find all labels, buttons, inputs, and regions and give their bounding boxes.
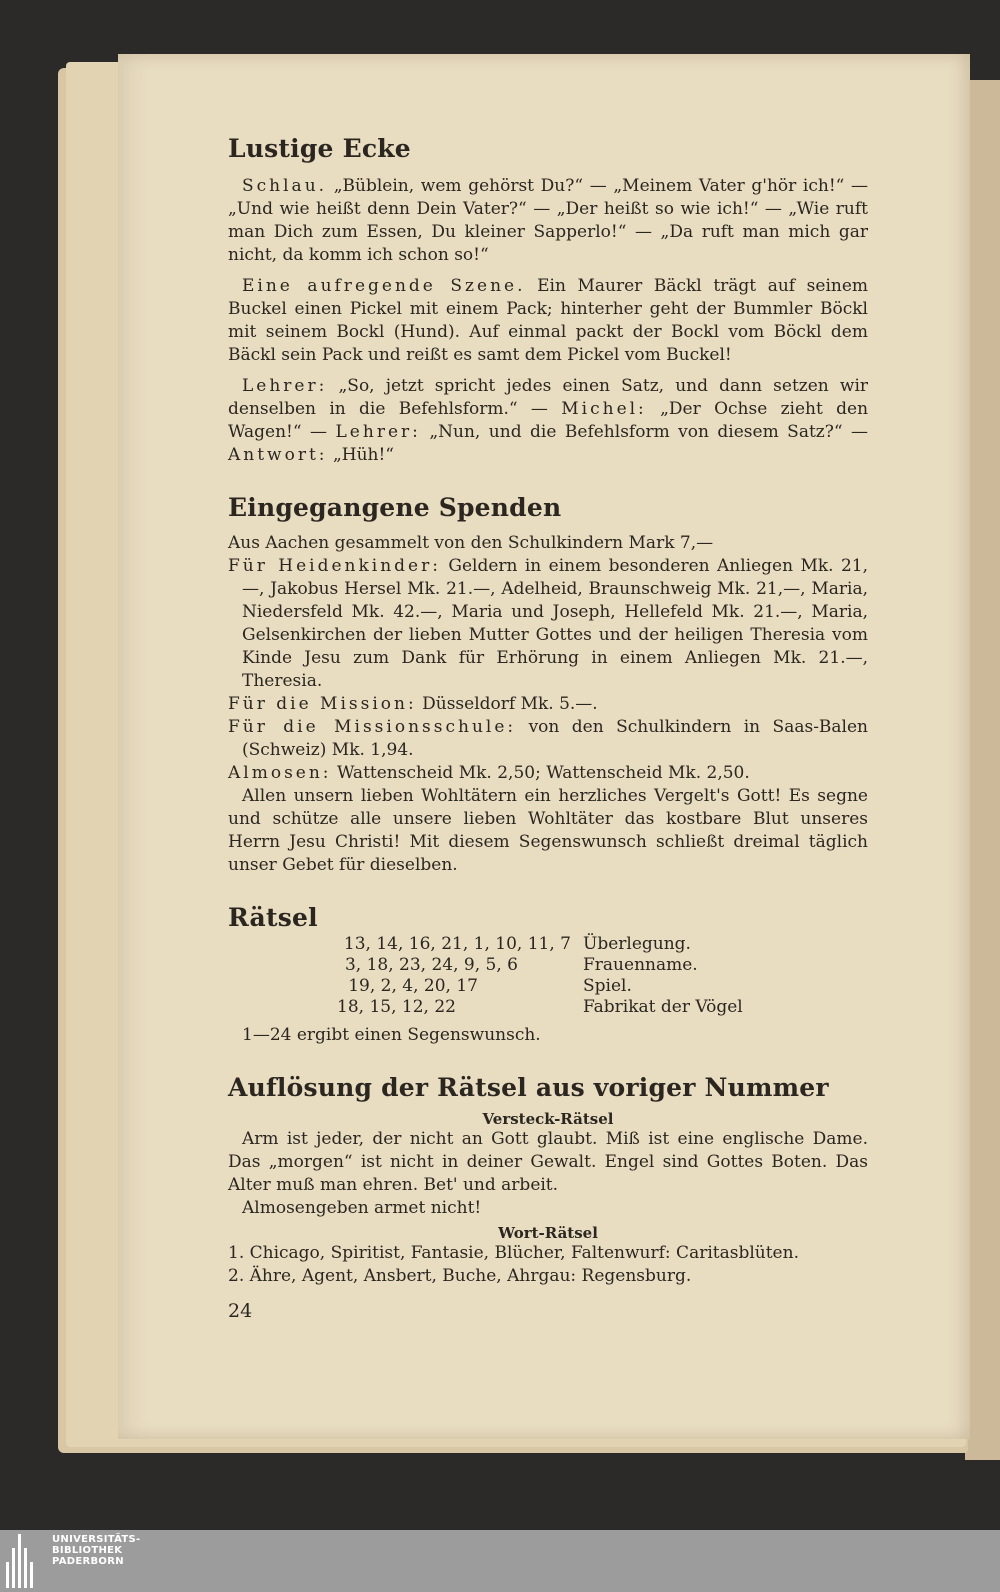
joke-label: Schlau. xyxy=(242,176,328,196)
donation-text: von den Schulkindern in Saas-Balen (Schweiz) Mk. 1,94. xyxy=(242,717,869,760)
riddle-clue: Spiel. xyxy=(583,976,632,996)
joke-szene xyxy=(228,275,868,367)
joke-text: „So, jetzt spricht jedes einen Satz, und dann setzen wir denselben in die Befehlsform.“ — xyxy=(228,376,869,419)
word-solution-1: 1. Chicago, Spiritist, Fantasie, Blücher, Faltenwurf: Caritasblüten. xyxy=(228,1243,799,1263)
donation-text: Düsseldorf Mk. 5.—. xyxy=(422,694,598,714)
subheading-versteck: Versteck-Rätsel xyxy=(482,1110,614,1128)
word-solution-2: 2. Ähre, Agent, Ansbert, Buche, Ahrgau: Regensburg. xyxy=(228,1266,692,1286)
joke-text: „Der Ochse zieht den Wagen!“ — xyxy=(228,399,869,442)
donation-missionsschule xyxy=(228,716,868,762)
donation-almosen xyxy=(228,762,868,785)
riddle-numbers: 18, 15, 12, 22 xyxy=(337,997,456,1017)
heading-lustige-ecke: Lustige Ecke xyxy=(228,134,411,163)
page-number: 24 xyxy=(228,1300,253,1322)
solution-text: Arm ist jeder, der nicht an Gott glaubt. Miß ist eine englische Dame. Das „morgen“ ist nicht in deiner Gewalt. Engel sind Gottes Boten. Das Alter muß man ehren. Bet' und arbeit. xyxy=(228,1129,868,1195)
heading-raetsel: Rätsel xyxy=(228,903,318,932)
library-name-line: PADERBORN xyxy=(52,1556,124,1567)
library-name-line: BIBLIOTHEK xyxy=(52,1545,123,1556)
riddle-footer: 1—24 ergibt einen Segenswunsch. xyxy=(242,1025,541,1045)
joke-label: Eine aufregende Szene. xyxy=(242,276,526,296)
riddle-clue: Frauenname. xyxy=(583,955,698,975)
donation-heidenkinder xyxy=(228,555,868,693)
donation-line: Aus Aachen gesammelt von den Schulkindern Mark 7,— xyxy=(228,533,714,553)
heading-spenden: Eingegangene Spenden xyxy=(228,493,562,522)
joke-schlau xyxy=(228,175,868,267)
solution-answer: Almosengeben armet nicht! xyxy=(242,1198,482,1218)
joke-text: „Büblein, wem gehörst Du?“ — „Meinem Vater g'hör ich!“ — „Und wie heißt denn Dein Vater?“ — „Der heißt so wie ich!“ — „Wie ruft man Dich zum Essen, Du kleiner Sapperlo!“ — „Da ruft man mich gar nicht, da komm ich schon so!“ xyxy=(228,176,869,265)
riddle-table xyxy=(228,932,868,1024)
joke-text: „Hüh!“ xyxy=(332,445,394,465)
joke-text: Ein Maurer Bäckl trägt auf seinem Buckel einen Pickel mit einem Pack; hinterher geht der Bummler Böckl mit seinem Bockl (Hund). Auf einmal packt der Bockl vom Böckl dem Bäckl sein Pack und reißt es samt dem Pickel vom Buckel! xyxy=(228,276,869,365)
heading-aufloesung: Auflösung der Rätsel aus voriger Nummer xyxy=(228,1073,829,1102)
speaker-label: Michel: xyxy=(561,399,647,419)
riddle-numbers: 19, 2, 4, 20, 17 xyxy=(348,976,478,996)
library-footer-bar xyxy=(0,1530,1000,1592)
subheading-wort: Wort-Rätsel xyxy=(498,1224,598,1242)
speaker-label: Antwort: xyxy=(228,445,328,465)
library-name-line: UNIVERSITÄTS- xyxy=(52,1534,141,1545)
library-name xyxy=(52,1534,141,1567)
library-logo-icon xyxy=(6,1534,42,1588)
donation-label: Für die Missionsschule: xyxy=(228,717,517,737)
facing-page-edge xyxy=(965,80,1000,1460)
donation-label: Almosen: xyxy=(228,763,332,783)
donation-text: Wattenscheid Mk. 2,50; Wattenscheid Mk. 2,50. xyxy=(336,763,750,783)
donation-text: Geldern in einem besonderen Anliegen Mk. 21,—, Jakobus Hersel Mk. 21.—, Adelheid, Braunschweig Mk. 21,—, Maria, Niedersfeld Mk. 42.—, Maria und Joseph, Hellefeld Mk. 21.—, Maria, Gelsenkirchen der lieben Mutter Gottes und der heiligen Theresia vom Kinde Jesu zum Dank für Erhörung in einem Anliegen Mk. 21.—, Theresia. xyxy=(242,556,868,691)
riddle-numbers: 13, 14, 16, 21, 1, 10, 11, 7 xyxy=(343,934,571,954)
donation-thanks: Allen unsern lieben Wohltätern ein herzliches Vergelt's Gott! Es segne und schütze alle unsere lieben Wohltäter das kostbare Blut unseres Herrn Jesu Christi! Mit diesem Segenswunsch schließt dreimal täglich unser Gebet für dieselben. xyxy=(228,786,868,875)
donation-mission xyxy=(228,693,868,716)
joke-text: „Nun, und die Befehlsform von diesem Satz?“ — xyxy=(429,422,869,442)
booklet-page xyxy=(118,54,970,1439)
riddle-clue: Überlegung. xyxy=(583,934,691,954)
donation-label: Für die Mission: xyxy=(228,694,417,714)
riddle-clue: Fabrikat der Vögel xyxy=(583,997,743,1017)
joke-lehrer xyxy=(228,375,868,467)
donation-label: Für Heidenkinder: xyxy=(228,556,441,576)
speaker-label: Lehrer: xyxy=(242,376,328,396)
page-content xyxy=(228,134,868,1322)
speaker-label: Lehrer: xyxy=(335,422,421,442)
riddle-numbers: 3, 18, 23, 24, 9, 5, 6 xyxy=(344,955,518,975)
